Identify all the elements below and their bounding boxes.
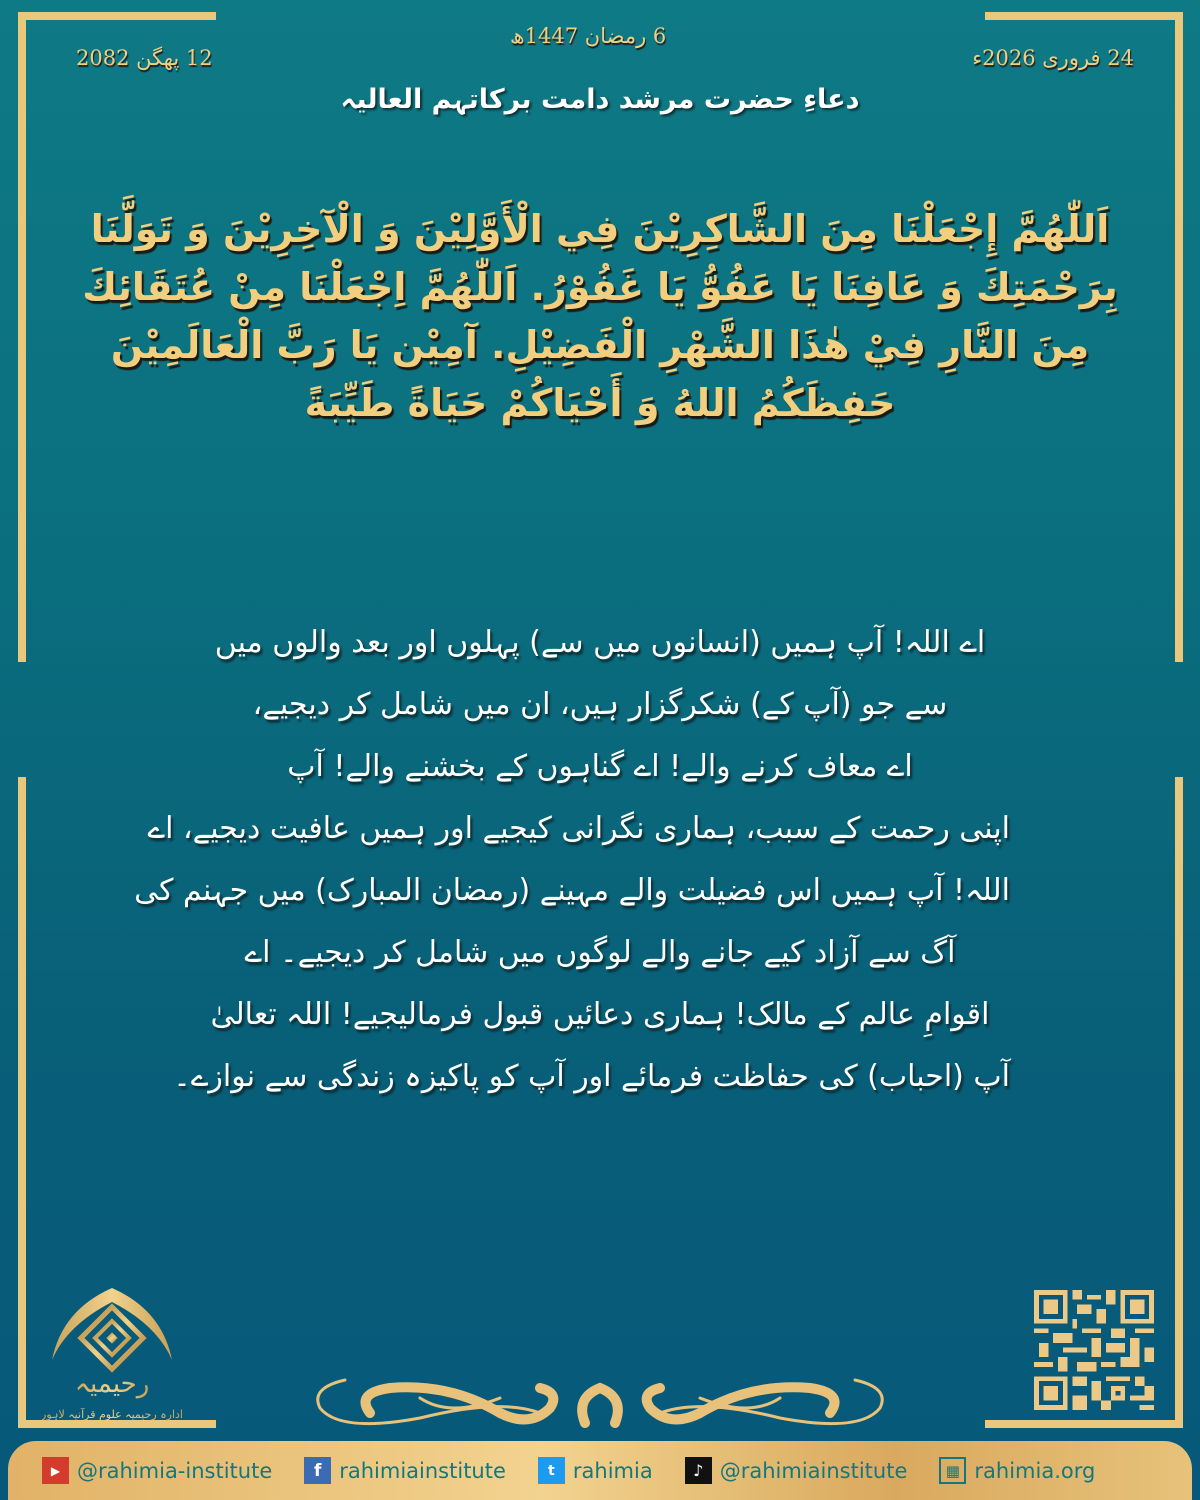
- page-title: دعاءِ حضرت مرشد دامت برکاتہم العالیہ: [340, 84, 860, 115]
- svg-text:رحیمیہ: رحیمیہ: [74, 1369, 150, 1399]
- frame-bottom-right-vertical: [1175, 777, 1183, 1427]
- website-icon: ▦: [939, 1457, 966, 1484]
- decorative-flourish: [300, 1368, 900, 1436]
- translation-line: آگ سے آزاد کیے جانے والے لوگوں میں شامل کر دیجیے۔ اے: [244, 935, 956, 970]
- gregorian-date: 24 فروری 2026ء: [972, 46, 1134, 70]
- qr-code-icon: [1034, 1290, 1154, 1410]
- flourish-ornament-icon: [300, 1368, 900, 1436]
- facebook-handle[interactable]: rahimiainstitute: [339, 1458, 506, 1483]
- frame-top-left-horizontal: [18, 12, 216, 20]
- tiktok-icon: ♪: [685, 1457, 712, 1484]
- qr-code[interactable]: [1034, 1290, 1154, 1410]
- translation-line: اللہ! آپ ہمیں اس فضیلت والے مہینے (رمضان المبارک) میں جہنم کی: [134, 873, 1010, 908]
- translation-line: اے معاف کرنے والے! اے گناہوں کے بخشنے والے! آپ: [287, 749, 913, 784]
- frame-top-right-horizontal: [985, 12, 1183, 20]
- hijri-date: 6 رمضان 1447ھ: [510, 24, 667, 48]
- social-footer: [8, 1441, 1192, 1500]
- tiktok-handle[interactable]: @rahimiainstitute: [719, 1458, 908, 1483]
- dome-logo-icon: [42, 1280, 182, 1435]
- social-youtube[interactable]: [42, 1457, 272, 1484]
- social-tiktok[interactable]: [685, 1457, 908, 1484]
- social-facebook[interactable]: [304, 1457, 506, 1484]
- frame-bottom-right-horizontal: [985, 1420, 1183, 1428]
- twitter-icon: t: [538, 1457, 565, 1484]
- translation-line: سے جو (آپ کے) شکرگزار ہیں، ان میں شامل کر دیجیے،: [252, 687, 948, 722]
- twitter-handle[interactable]: rahimia: [572, 1458, 653, 1483]
- social-website[interactable]: [939, 1457, 1095, 1484]
- facebook-icon: f: [304, 1457, 331, 1484]
- youtube-handle[interactable]: @rahimia-institute: [77, 1458, 273, 1483]
- youtube-icon: ▶: [42, 1457, 69, 1484]
- translation-line: اپنی رحمت کے سبب، ہماری نگرانی کیجیے اور ہمیں عافیت دیجیے، اے: [147, 811, 1010, 846]
- arabic-dua: اَللّٰهُمَّ إِجْعَلْنَا مِنَ الشَّاكِرِيْنَ فِي الْأَوَّلِيْنَ وَ الْآخِرِيْنَ وَ تَوَلَّنَا بِرَحْمَتِكَ وَ عَافِنَا يَا عَفُوُّ يَا غَفُوْرُ. اَللّٰهُمَّ اِجْعَلْنَا مِنْ عُتَقَائِكَ مِنَ النَّارِ فِيْ هٰذَا الشَّهْرِ الْفَضِيْلِ. آمِيْن يَا رَبَّ الْعَالَمِيْنَ حَفِظَكُمُ اللهُ وَ أَحْيَاكُمْ حَيَاةً طَيِّبَةً: [82, 207, 1118, 425]
- bikrami-date: 12 پھگن 2082: [76, 46, 213, 70]
- translation-line: آپ (احباب) کی حفاظت فرمائے اور آپ کو پاکیزہ زندگی سے نوازے۔: [173, 1059, 1010, 1094]
- institute-logo: [42, 1280, 182, 1435]
- social-twitter[interactable]: [538, 1457, 653, 1484]
- frame-bottom-left-vertical: [18, 777, 26, 1427]
- urdu-translation: [134, 612, 1010, 1108]
- translation-line: اے اللہ! آپ ہمیں (انسانوں میں سے) پہلوں اور بعد والوں میں: [214, 625, 986, 660]
- svg-text:ادارہ رحیمیہ علوم قرآنیہ لاہور: ادارہ رحیمیہ علوم قرآنیہ لاہور: [42, 1408, 182, 1421]
- website-link[interactable]: rahimia.org: [974, 1458, 1096, 1483]
- translation-line: اقوامِ عالم کے مالک! ہماری دعائیں قبول فرمالیجیے! اللہ تعالیٰ: [210, 997, 990, 1032]
